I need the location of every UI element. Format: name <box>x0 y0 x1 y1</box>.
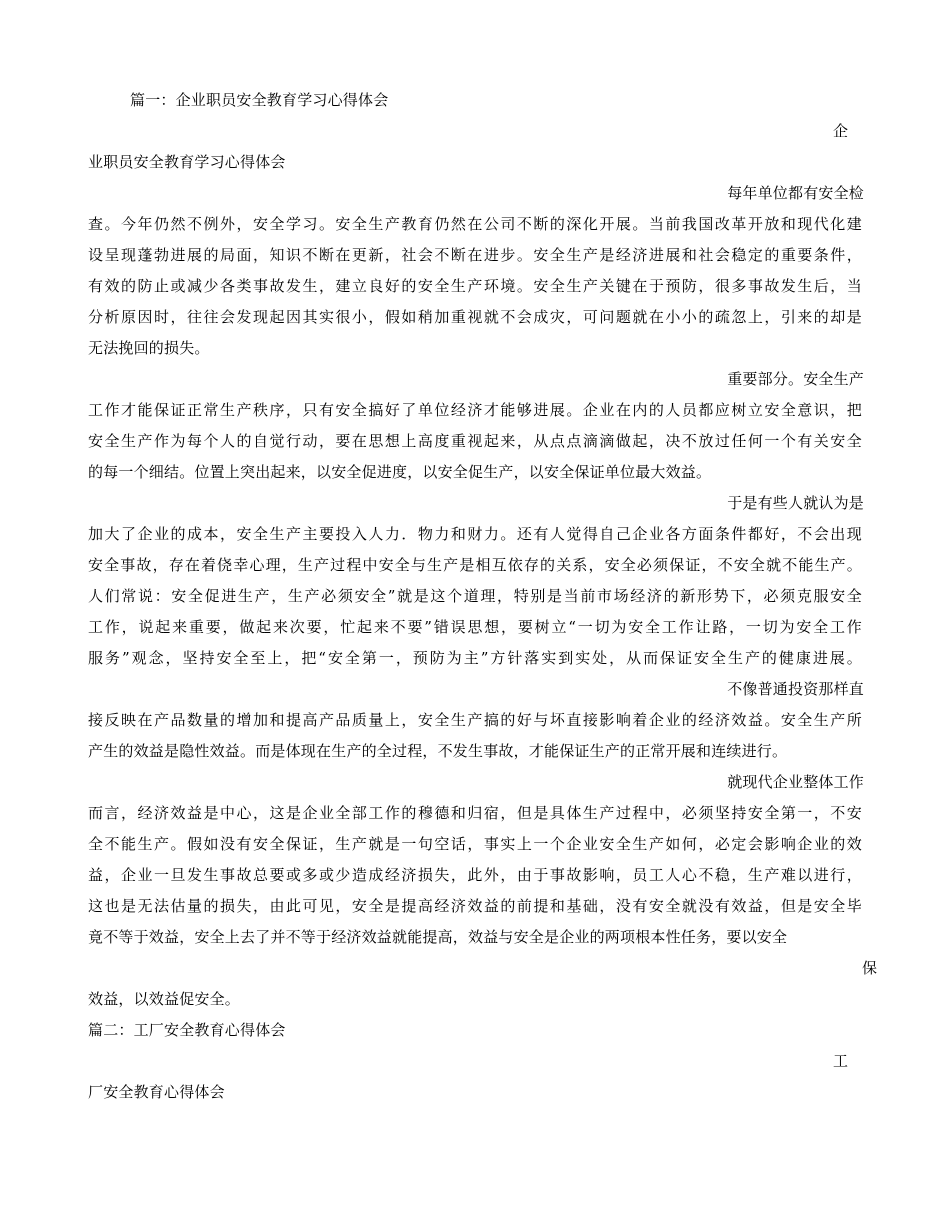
title-fragment: 工 <box>833 1052 849 1070</box>
paragraph-line: 而言，经济效益是中心，这是企业全部工作的穆德和归宿，但是具体生产过程中，必须坚持安全第一，不安 <box>88 804 862 822</box>
paragraph-line: 产生的效益是隐性效益。而是体现在生产的全过程，不发生事故，才能保证生产的正常开展和连续进行。 <box>88 742 788 760</box>
paragraph-fragment: 保 <box>862 959 878 977</box>
paragraph-line: 接反映在产品数量的增加和提高产品质量上，安全生产搞的好与坏直接影响着企业的经济效益。安全生产所 <box>88 711 862 729</box>
paragraph-line: 无法挽回的损失。 <box>88 339 210 357</box>
paragraph-start: 就现代企业整体工作 <box>727 773 864 791</box>
heading-part-one: 篇一：企业职员安全教育学习心得体会 <box>130 91 389 109</box>
title-fragment: 企 <box>833 122 849 140</box>
paragraph-line: 人们常说：安全促进生产，生产必须安全”就是这个道理，特别是当前市场经济的新形势下，必须克服安全 <box>88 587 862 605</box>
paragraph-start: 不像普通投资那样直 <box>727 680 864 698</box>
paragraph-line: 安全事故，存在着侥幸心理，生产过程中安全与生产是相互依存的关系，安全必须保证，不安全就不能生产。 <box>88 556 862 574</box>
paragraph-line: 安全生产作为每个人的自觉行动，要在思想上高度重视起来，从点点滴滴做起，决不放过任何一个有关安全 <box>88 432 862 450</box>
paragraph-line: 竟不等于效益，安全上去了并不等于经济效益就能提高，效益与安全是企业的两项根本性任务，要以安全 <box>88 928 788 946</box>
title-line: 业职员安全教育学习心得体会 <box>88 153 286 171</box>
paragraph-line: 工作才能保证正常生产秩序，只有安全搞好了单位经济才能够进展。企业在内的人员都应树立安全意识，把 <box>88 401 862 419</box>
paragraph-line: 有效的防止或减少各类事故发生，建立良好的安全生产环境。安全生产关键在于预防，很多事故发生后，当 <box>88 277 862 295</box>
paragraph-line: 这也是无法估量的损失，由此可见，安全是提高经济效益的前提和基础，没有安全就没有效益，但是安全毕 <box>88 897 862 915</box>
paragraph-line: 查。今年仍然不例外，安全学习。安全生产教育仍然在公司不断的深化开展。当前我国改革开放和现代化建 <box>88 215 862 233</box>
paragraph-line: 益，企业一旦发生事故总要或多或少造成经济损失，此外，由于事故影响，员工人心不稳，生产难以进行， <box>88 866 862 884</box>
paragraph-line: 效益，以效益促安全。 <box>88 990 241 1008</box>
paragraph-start: 每年单位都有安全检 <box>727 184 864 202</box>
paragraph-line: 服务”观念，坚持安全至上，把“安全第一，预防为主”方针落实到实处，从而保证安全生产的健康进展。 <box>88 649 862 667</box>
paragraph-start: 于是有些人就认为是 <box>727 494 864 512</box>
paragraph-line: 设呈现蓬勃进展的局面，知识不断在更新，社会不断在进步。安全生产是经济进展和社会稳定的重要条件， <box>88 246 862 264</box>
title-line: 厂安全教育心得体会 <box>88 1083 225 1101</box>
paragraph-line: 全不能生产。假如没有安全保证，生产就是一句空话，事实上一个企业安全生产如何，必定会影响企业的效 <box>88 835 862 853</box>
paragraph-line: 分析原因时，往往会发现起因其实很小，假如稍加重视就不会成灾，可问题就在小小的疏忽上，引来的却是 <box>88 308 862 326</box>
paragraph-line: 加大了企业的成本，安全生产主要投入人力．物力和财力。还有人觉得自己企业各方面条件都好，不会出现 <box>88 525 862 543</box>
paragraph-start: 重要部分。安全生产 <box>727 370 864 388</box>
heading-part-two: 篇二：工厂安全教育心得体会 <box>88 1021 286 1039</box>
paragraph-line: 工作，说起来重要，做起来次要，忙起来不要”错误思想，要树立“一切为安全工作让路，一切为安全工作 <box>88 618 862 636</box>
paragraph-line: 的每一个细结。位置上突出起来，以安全促进度，以安全促生产，以安全保证单位最大效益。 <box>88 463 712 481</box>
